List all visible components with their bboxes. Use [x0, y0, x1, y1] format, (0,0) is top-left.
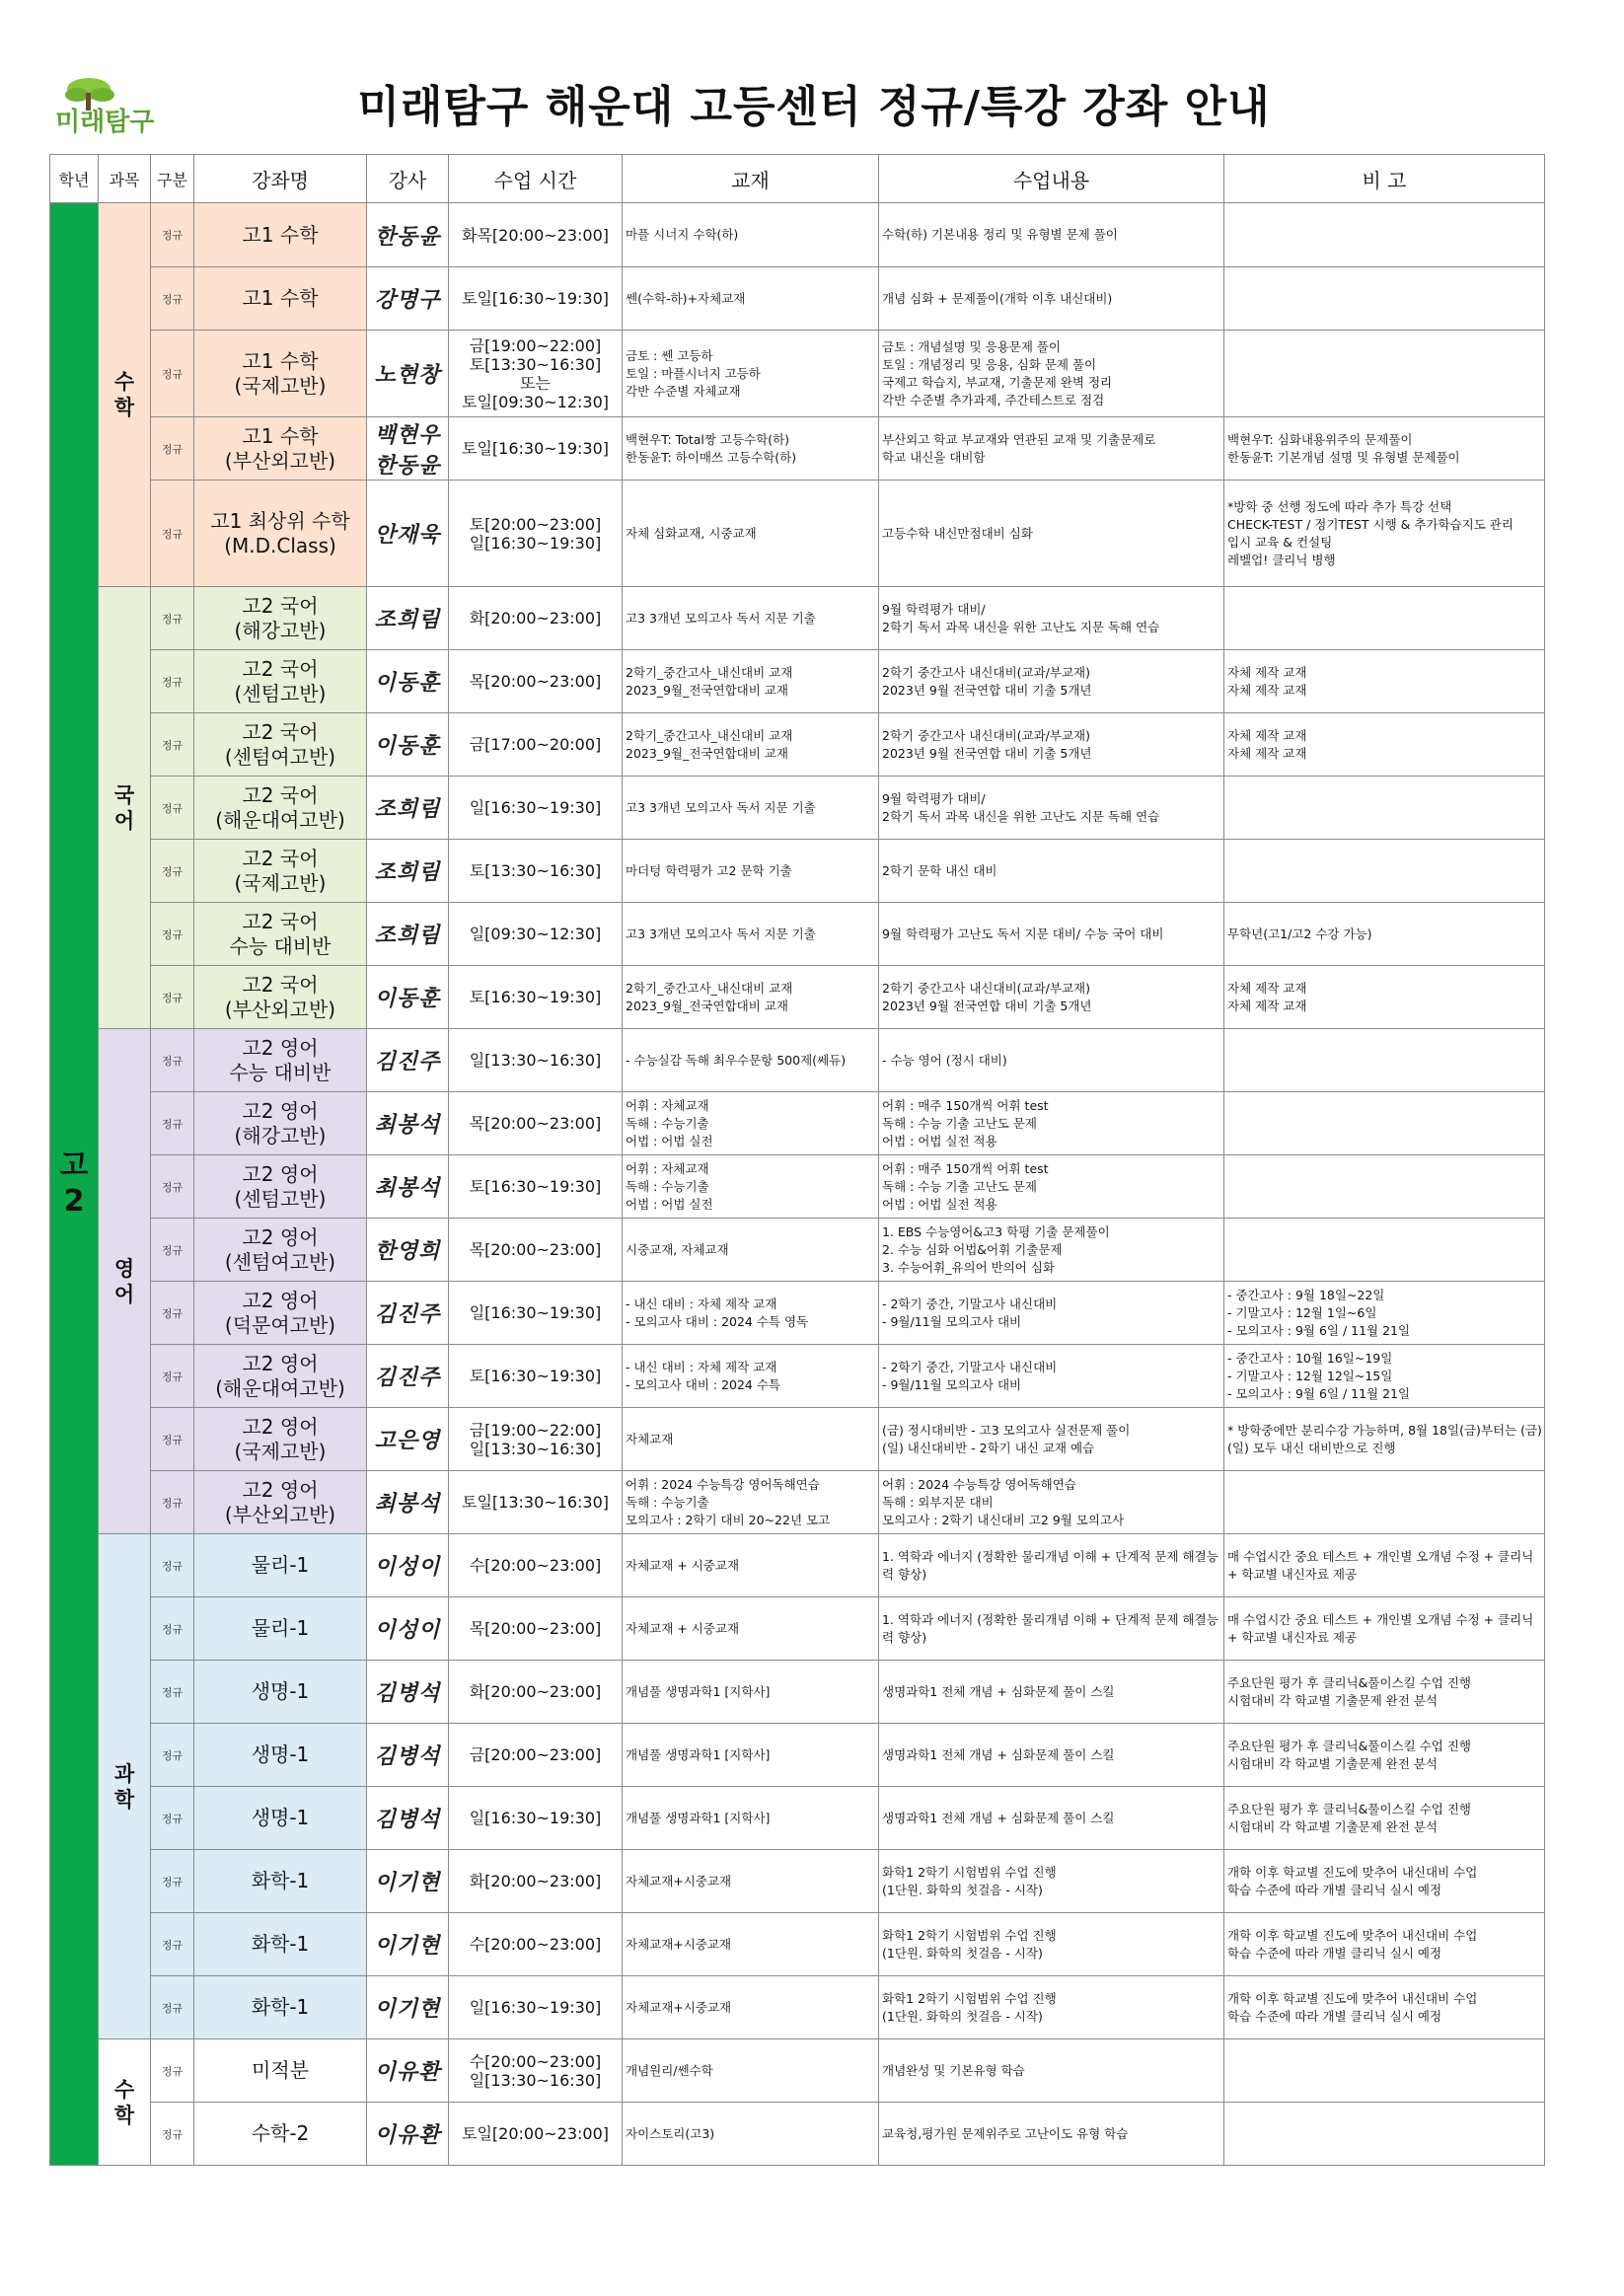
header-content: 수업내용	[879, 155, 1224, 203]
note-cell	[1224, 1219, 1545, 1282]
header-type: 구분	[151, 155, 194, 203]
course-name-cell: 고2 영어 (덕문여고반)	[194, 1282, 367, 1345]
teacher-cell: 김병석	[367, 1787, 449, 1850]
table-row	[50, 1219, 1545, 1282]
table-row	[50, 587, 1545, 650]
note-cell: 자체 제작 교재 자체 제작 교재	[1224, 966, 1545, 1029]
note-cell: 매 수업시간 중요 테스트 + 개인별 오개념 수정 + 클리닉 + 학교별 내신자료 제공	[1224, 1597, 1545, 1661]
teacher-cell: 김진주	[367, 1029, 449, 1092]
time-cell: 토[16:30~19:30]	[449, 1155, 623, 1219]
course-name-cell: 고2 영어 (센텀고반)	[194, 1155, 367, 1219]
note-cell	[1224, 267, 1545, 331]
type-cell: 정규	[151, 1661, 194, 1724]
teacher-cell: 고은영	[367, 1408, 449, 1471]
time-cell: 일[09:30~12:30]	[449, 903, 623, 966]
teacher-cell: 최봉석	[367, 1471, 449, 1534]
time-cell: 일[13:30~16:30]	[449, 1029, 623, 1092]
time-cell: 화[20:00~23:00]	[449, 1850, 623, 1913]
note-cell: 자체 제작 교재 자체 제작 교재	[1224, 650, 1545, 713]
textbook-cell: 어휘 : 자체교재 독해 : 수능기출 어법 : 어법 실전	[623, 1092, 879, 1155]
content-cell: 9월 학력평가 대비/ 2학기 독서 과목 내신을 위한 고난도 지문 독해 연습	[879, 777, 1224, 840]
table-row	[50, 1282, 1545, 1345]
textbook-cell: 개념원리/쎈수학	[623, 2039, 879, 2103]
header-subject: 과목	[99, 155, 151, 203]
time-cell: 일[16:30~19:30]	[449, 1282, 623, 1345]
type-cell: 정규	[151, 331, 194, 417]
course-name-cell: 물리-1	[194, 1534, 367, 1597]
textbook-cell: 시중교재, 자체교재	[623, 1219, 879, 1282]
teacher-cell: 김진주	[367, 1282, 449, 1345]
type-cell: 정규	[151, 1787, 194, 1850]
teacher-cell: 김병석	[367, 1661, 449, 1724]
subject-cell-math2: 수 학	[99, 2039, 151, 2166]
table-row	[50, 267, 1545, 331]
course-name-cell: 물리-1	[194, 1597, 367, 1661]
content-cell: 2학기 문학 내신 대비	[879, 840, 1224, 903]
table-row	[50, 1029, 1545, 1092]
textbook-cell: 어휘 : 자체교재 독해 : 수능기출 어법 : 어법 실전	[623, 1155, 879, 1219]
note-cell	[1224, 1155, 1545, 1219]
content-cell: 1. EBS 수능영어&고3 학평 기출 문제풀이 2. 수능 심화 어법&어휘 기출문제 3. 수능어휘_유의어 반의어 심화	[879, 1219, 1224, 1282]
textbook-cell: 자체교재+시중교재	[623, 1913, 879, 1976]
note-cell: * 방학중에만 분리수강 가능하며, 8월 18일(금)부터는 (금)(일) 모두 내신 대비반으로 진행	[1224, 1408, 1545, 1471]
course-name-cell: 고1 최상위 수학 (M.D.Class)	[194, 481, 367, 587]
type-cell: 정규	[151, 417, 194, 481]
table-row	[50, 1345, 1545, 1408]
note-cell: 개학 이후 학교별 진도에 맞추어 내신대비 수업 학습 수준에 따라 개별 클리닉 실시 예정	[1224, 1976, 1545, 2039]
note-cell	[1224, 840, 1545, 903]
table-row	[50, 713, 1545, 777]
content-cell: 금토 : 개념설명 및 응용문제 풀이 토일 : 개념정리 및 응용, 심화 문제 풀이 국제고 학습지, 부교재, 기출문제 완벽 정리 각반 수준별 추가과제, 주간테스트로 점검	[879, 331, 1224, 417]
teacher-cell: 이유환	[367, 2103, 449, 2166]
time-cell: 목[20:00~23:00]	[449, 1597, 623, 1661]
note-cell	[1224, 331, 1545, 417]
textbook-cell: 개념풀 생명과학1 [지학사]	[623, 1661, 879, 1724]
textbook-cell: 어휘 : 2024 수능특강 영어독해연습 독해 : 수능기출 모의고사 : 2학기 대비 20~22년 모고	[623, 1471, 879, 1534]
table-row	[50, 2039, 1545, 2103]
note-cell	[1224, 2039, 1545, 2103]
type-cell: 정규	[151, 650, 194, 713]
time-cell: 토일[16:30~19:30]	[449, 267, 623, 331]
teacher-cell: 한영희	[367, 1219, 449, 1282]
course-name-cell: 고2 국어 (해운대여고반)	[194, 777, 367, 840]
type-cell: 정규	[151, 203, 194, 267]
time-cell: 금[20:00~23:00]	[449, 1724, 623, 1787]
content-cell: 개념완성 및 기본유형 학습	[879, 2039, 1224, 2103]
course-name-cell: 생명-1	[194, 1787, 367, 1850]
textbook-cell: - 수능실감 독해 최우수문항 500제(쎄듀)	[623, 1029, 879, 1092]
time-cell: 토[13:30~16:30]	[449, 840, 623, 903]
course-name-cell: 고2 영어 (국제고반)	[194, 1408, 367, 1471]
table-header-row	[50, 155, 1545, 203]
content-cell: - 2학기 중간, 기말고사 내신대비 - 9월/11월 모의고사 대비	[879, 1345, 1224, 1408]
time-cell: 일[16:30~19:30]	[449, 1787, 623, 1850]
teacher-cell: 이기현	[367, 1976, 449, 2039]
subject-cell-math: 수 학	[99, 203, 151, 587]
time-cell: 일[16:30~19:30]	[449, 1976, 623, 2039]
table-row	[50, 481, 1545, 587]
table-row	[50, 777, 1545, 840]
table-row	[50, 1850, 1545, 1913]
teacher-cell: 조희림	[367, 777, 449, 840]
note-cell: - 중간고사 : 9월 18일~22일 - 기말고사 : 12월 1일~6일 - 모의고사 : 9월 6일 / 11월 21일	[1224, 1282, 1545, 1345]
time-cell: 수[20:00~23:00]	[449, 1534, 623, 1597]
time-cell: 수[20:00~23:00]	[449, 1913, 623, 1976]
note-cell	[1224, 587, 1545, 650]
type-cell: 정규	[151, 1534, 194, 1597]
table-row	[50, 966, 1545, 1029]
textbook-cell: 백현우T: Total짱 고등수학(하) 한동윤T: 하이매쓰 고등수학(하)	[623, 417, 879, 481]
note-cell: 주요단원 평가 후 클리닉&풀이스킬 수업 진행 시험대비 각 학교별 기출문제 완전 분석	[1224, 1724, 1545, 1787]
note-cell: - 중간고사 : 10월 16일~19일 - 기말고사 : 12월 12일~15일 - 모의고사 : 9월 6일 / 11월 21일	[1224, 1345, 1545, 1408]
note-cell: 자체 제작 교재 자체 제작 교재	[1224, 713, 1545, 777]
note-cell: 주요단원 평가 후 클리닉&풀이스킬 수업 진행 시험대비 각 학교별 기출문제 완전 분석	[1224, 1661, 1545, 1724]
content-cell: 9월 학력평가 대비/ 2학기 독서 과목 내신을 위한 고난도 지문 독해 연습	[879, 587, 1224, 650]
teacher-cell: 최봉석	[367, 1092, 449, 1155]
course-name-cell: 고2 국어 (센텀고반)	[194, 650, 367, 713]
textbook-cell: 2학기_중간고사_내신대비 교재 2023_9월_전국연합대비 교재	[623, 713, 879, 777]
textbook-cell: 2학기_중간고사_내신대비 교재 2023_9월_전국연합대비 교재	[623, 966, 879, 1029]
table-row	[50, 1787, 1545, 1850]
type-cell: 정규	[151, 2039, 194, 2103]
teacher-cell: 이동훈	[367, 713, 449, 777]
note-cell	[1224, 2103, 1545, 2166]
course-table	[49, 154, 1545, 2166]
teacher-cell: 조희림	[367, 840, 449, 903]
content-cell: 어휘 : 매주 150개씩 어휘 test 독해 : 수능 기출 고난도 문제 어법 : 어법 실전 적용	[879, 1155, 1224, 1219]
content-cell: 2학기 중간고사 내신대비(교과/부교재) 2023년 9월 전국연합 대비 기출 5개년	[879, 966, 1224, 1029]
type-cell: 정규	[151, 840, 194, 903]
course-name-cell: 고2 국어 (부산외고반)	[194, 966, 367, 1029]
teacher-cell: 이기현	[367, 1850, 449, 1913]
course-name-cell: 생명-1	[194, 1724, 367, 1787]
table-row	[50, 1092, 1545, 1155]
content-cell: 1. 역학과 에너지 (정확한 물리개념 이해 + 단계적 문제 해결능력 향상)	[879, 1597, 1224, 1661]
textbook-cell: - 내신 대비 : 자체 제작 교재 - 모의고사 대비 : 2024 수특 영독	[623, 1282, 879, 1345]
content-cell: 1. 역학과 에너지 (정확한 물리개념 이해 + 단계적 문제 해결능력 향상)	[879, 1534, 1224, 1597]
type-cell: 정규	[151, 1092, 194, 1155]
course-name-cell: 화학-1	[194, 1850, 367, 1913]
textbook-cell: 개념풀 생명과학1 [지학사]	[623, 1787, 879, 1850]
teacher-cell: 최봉석	[367, 1155, 449, 1219]
teacher-cell: 백현우 한동윤	[367, 417, 449, 481]
type-cell: 정규	[151, 481, 194, 587]
teacher-cell: 강명구	[367, 267, 449, 331]
textbook-cell: 자이스토리(고3)	[623, 2103, 879, 2166]
page-title: 미래탐구 해운대 고등센터 정규/특강 강좌 안내	[357, 82, 1271, 132]
type-cell: 정규	[151, 1913, 194, 1976]
table-row	[50, 1597, 1545, 1661]
time-cell: 금[19:00~22:00] 일[13:30~16:30]	[449, 1408, 623, 1471]
header-time: 수업 시간	[449, 155, 623, 203]
course-name-cell: 화학-1	[194, 1976, 367, 2039]
tree-logo-icon	[65, 78, 114, 111]
note-cell: 개학 이후 학교별 진도에 맞추어 내신대비 수업 학습 수준에 따라 개별 클리닉 실시 예정	[1224, 1913, 1545, 1976]
header-textbook: 교재	[623, 155, 879, 203]
table-row	[50, 903, 1545, 966]
table-row	[50, 840, 1545, 903]
textbook-cell: 고3 3개년 모의고사 독서 지문 기출	[623, 903, 879, 966]
type-cell: 정규	[151, 1345, 194, 1408]
table-row	[50, 650, 1545, 713]
course-name-cell: 고2 영어 (해강고반)	[194, 1092, 367, 1155]
teacher-cell: 이유환	[367, 2039, 449, 2103]
course-name-cell: 미적분	[194, 2039, 367, 2103]
textbook-cell: 고3 3개년 모의고사 독서 지문 기출	[623, 587, 879, 650]
header-teacher: 강사	[367, 155, 449, 203]
time-cell: 토일[16:30~19:30]	[449, 417, 623, 481]
content-cell: - 2학기 중간, 기말고사 내신대비 - 9월/11월 모의고사 대비	[879, 1282, 1224, 1345]
content-cell: 생명과학1 전체 개념 + 심화문제 풀이 스킬	[879, 1787, 1224, 1850]
header-note: 비 고	[1224, 155, 1545, 203]
table-row	[50, 1534, 1545, 1597]
time-cell: 토[16:30~19:30]	[449, 1345, 623, 1408]
table-row	[50, 1976, 1545, 2039]
textbook-cell: 자체 심화교재, 시중교재	[623, 481, 879, 587]
course-name-cell: 수학-2	[194, 2103, 367, 2166]
note-cell	[1224, 1092, 1545, 1155]
teacher-cell: 한동윤	[367, 203, 449, 267]
teacher-cell: 노현창	[367, 331, 449, 417]
table-row	[50, 331, 1545, 417]
course-name-cell: 고2 영어 (부산외고반)	[194, 1471, 367, 1534]
content-cell: 화학1 2학기 시험범위 수업 진행 (1단원. 화학의 첫걸음 - 시작)	[879, 1850, 1224, 1913]
content-cell: 생명과학1 전체 개념 + 심화문제 풀이 스킬	[879, 1661, 1224, 1724]
course-name-cell: 고1 수학 (국제고반)	[194, 331, 367, 417]
teacher-cell: 김진주	[367, 1345, 449, 1408]
course-name-cell: 고1 수학	[194, 267, 367, 331]
type-cell: 정규	[151, 1282, 194, 1345]
type-cell: 정규	[151, 1408, 194, 1471]
type-cell: 정규	[151, 2103, 194, 2166]
note-cell: 백현우T: 심화내용위주의 문제풀이 한동윤T: 기본개념 설명 및 유형별 문제풀이	[1224, 417, 1545, 481]
content-cell: - 수능 영어 (정시 대비)	[879, 1029, 1224, 1092]
note-cell	[1224, 203, 1545, 267]
table-row	[50, 1661, 1545, 1724]
time-cell: 토[20:00~23:00] 일[16:30~19:30]	[449, 481, 623, 587]
teacher-cell: 이동훈	[367, 966, 449, 1029]
type-cell: 정규	[151, 1029, 194, 1092]
content-cell: 2학기 중간고사 내신대비(교과/부교재) 2023년 9월 전국연합 대비 기출 5개년	[879, 650, 1224, 713]
type-cell: 정규	[151, 1219, 194, 1282]
course-name-cell: 고2 국어 수능 대비반	[194, 903, 367, 966]
content-cell: 생명과학1 전체 개념 + 심화문제 풀이 스킬	[879, 1724, 1224, 1787]
type-cell: 정규	[151, 1976, 194, 2039]
time-cell: 토[16:30~19:30]	[449, 966, 623, 1029]
time-cell: 일[16:30~19:30]	[449, 777, 623, 840]
table-row	[50, 1408, 1545, 1471]
time-cell: 금[19:00~22:00] 토[13:30~16:30] 또는 토일[09:30~12:30]	[449, 331, 623, 417]
textbook-cell: 자체교재 + 시중교재	[623, 1597, 879, 1661]
type-cell: 정규	[151, 777, 194, 840]
textbook-cell: 자체교재 + 시중교재	[623, 1534, 879, 1597]
textbook-cell: 2학기_중간고사_내신대비 교재 2023_9월_전국연합대비 교재	[623, 650, 879, 713]
teacher-cell: 김병석	[367, 1724, 449, 1787]
table-row	[50, 1155, 1545, 1219]
textbook-cell: 자체교재+시중교재	[623, 1976, 879, 2039]
type-cell: 정규	[151, 587, 194, 650]
teacher-cell: 조희림	[367, 587, 449, 650]
note-cell: 주요단원 평가 후 클리닉&풀이스킬 수업 진행 시험대비 각 학교별 기출문제 완전 분석	[1224, 1787, 1545, 1850]
textbook-cell: 개념풀 생명과학1 [지학사]	[623, 1724, 879, 1787]
content-cell: (금) 정시대비반 - 고3 모의고사 실전문제 풀이 (일) 내신대비반 - 2학기 내신 교재 예습	[879, 1408, 1224, 1471]
teacher-cell: 조희림	[367, 903, 449, 966]
teacher-cell: 이동훈	[367, 650, 449, 713]
course-name-cell: 고1 수학	[194, 203, 367, 267]
note-cell	[1224, 1471, 1545, 1534]
time-cell: 목[20:00~23:00]	[449, 1219, 623, 1282]
content-cell: 어휘 : 매주 150개씩 어휘 test 독해 : 수능 기출 고난도 문제 어법 : 어법 실전 적용	[879, 1092, 1224, 1155]
textbook-cell: - 내신 대비 : 자체 제작 교재 - 모의고사 대비 : 2024 수특	[623, 1345, 879, 1408]
type-cell: 정규	[151, 267, 194, 331]
course-name-cell: 화학-1	[194, 1913, 367, 1976]
time-cell: 목[20:00~23:00]	[449, 650, 623, 713]
header-course-name: 강좌명	[194, 155, 367, 203]
teacher-cell: 이성이	[367, 1597, 449, 1661]
note-cell: 무학년(고1/고2 수강 가능)	[1224, 903, 1545, 966]
header-grade: 학년	[50, 155, 99, 203]
textbook-cell: 고3 3개년 모의고사 독서 지문 기출	[623, 777, 879, 840]
logo-text: 미래탐구	[55, 108, 155, 136]
table-row	[50, 203, 1545, 267]
course-name-cell: 생명-1	[194, 1661, 367, 1724]
time-cell: 토일[13:30~16:30]	[449, 1471, 623, 1534]
note-cell: 개학 이후 학교별 진도에 맞추어 내신대비 수업 학습 수준에 따라 개별 클리닉 실시 예정	[1224, 1850, 1545, 1913]
note-cell: 매 수업시간 중요 테스트 + 개인별 오개념 수정 + 클리닉 + 학교별 내신자료 제공	[1224, 1534, 1545, 1597]
note-cell	[1224, 777, 1545, 840]
subject-cell-korean: 국 어	[99, 587, 151, 1029]
course-name-cell: 고2 영어 (해운대여고반)	[194, 1345, 367, 1408]
textbook-cell: 자체교재	[623, 1408, 879, 1471]
type-cell: 정규	[151, 713, 194, 777]
content-cell: 화학1 2학기 시험범위 수업 진행 (1단원. 화학의 첫걸음 - 시작)	[879, 1913, 1224, 1976]
course-name-cell: 고1 수학 (부산외고반)	[194, 417, 367, 481]
course-name-cell: 고2 영어 (센텀여고반)	[194, 1219, 367, 1282]
course-name-cell: 고2 국어 (해강고반)	[194, 587, 367, 650]
time-cell: 화[20:00~23:00]	[449, 1661, 623, 1724]
content-cell: 부산외고 학교 부교재와 연관된 교재 및 기출문제로 학교 내신을 대비함	[879, 417, 1224, 481]
table-row	[50, 1471, 1545, 1534]
table-row	[50, 417, 1545, 481]
note-cell: *방학 중 선행 정도에 따라 추가 특강 선택 CHECK-TEST / 정기TEST 시행 & 추가학습지도 관리 입시 교육 & 컨설팅 레벨업! 클리닉 병행	[1224, 481, 1545, 587]
time-cell: 금[17:00~20:00]	[449, 713, 623, 777]
grade-cell: 고 2	[50, 203, 99, 2166]
type-cell: 정규	[151, 1850, 194, 1913]
type-cell: 정규	[151, 1471, 194, 1534]
note-cell	[1224, 1029, 1545, 1092]
table-row	[50, 2103, 1545, 2166]
type-cell: 정규	[151, 1155, 194, 1219]
type-cell: 정규	[151, 1724, 194, 1787]
type-cell: 정규	[151, 903, 194, 966]
textbook-cell: 마플 시너지 수학(하)	[623, 203, 879, 267]
time-cell: 토일[20:00~23:00]	[449, 2103, 623, 2166]
textbook-cell: 금토 : 쎈 고등하 토일 : 마플시너지 고등하 각반 수준별 자체교재	[623, 331, 879, 417]
teacher-cell: 이성이	[367, 1534, 449, 1597]
teacher-cell: 이기현	[367, 1913, 449, 1976]
textbook-cell: 마더텅 학력평가 고2 문학 기출	[623, 840, 879, 903]
content-cell: 화학1 2학기 시험범위 수업 진행 (1단원. 화학의 첫걸음 - 시작)	[879, 1976, 1224, 2039]
table-row	[50, 1724, 1545, 1787]
course-name-cell: 고2 영어 수능 대비반	[194, 1029, 367, 1092]
subject-cell-english: 영 어	[99, 1029, 151, 1534]
type-cell: 정규	[151, 1597, 194, 1661]
course-name-cell: 고2 국어 (국제고반)	[194, 840, 367, 903]
textbook-cell: 자체교재+시중교재	[623, 1850, 879, 1913]
content-cell: 고등수학 내신만점대비 심화	[879, 481, 1224, 587]
time-cell: 화[20:00~23:00]	[449, 587, 623, 650]
content-cell: 수학(하) 기본내용 정리 및 유형별 문제 풀이	[879, 203, 1224, 267]
textbook-cell: 쎈(수학-하)+자체교재	[623, 267, 879, 331]
time-cell: 화목[20:00~23:00]	[449, 203, 623, 267]
teacher-cell: 안재욱	[367, 481, 449, 587]
type-cell: 정규	[151, 966, 194, 1029]
content-cell: 교육청,평가원 문제위주로 고난이도 유형 학습	[879, 2103, 1224, 2166]
content-cell: 어휘 : 2024 수능특강 영어독해연습 독해 : 외부지문 대비 모의고사 : 2학기 내신대비 고2 9월 모의고사	[879, 1471, 1224, 1534]
logo	[51, 75, 189, 136]
content-cell: 2학기 중간고사 내신대비(교과/부교재) 2023년 9월 전국연합 대비 기출 5개년	[879, 713, 1224, 777]
table-row	[50, 1913, 1545, 1976]
content-cell: 9월 학력평가 고난도 독서 지문 대비/ 수능 국어 대비	[879, 903, 1224, 966]
subject-cell-science: 과 학	[99, 1534, 151, 2039]
content-cell: 개념 심화 + 문제풀이(개학 이후 내신대비)	[879, 267, 1224, 331]
time-cell: 수[20:00~23:00] 일[13:30~16:30]	[449, 2039, 623, 2103]
time-cell: 목[20:00~23:00]	[449, 1092, 623, 1155]
course-name-cell: 고2 국어 (센텀여고반)	[194, 713, 367, 777]
